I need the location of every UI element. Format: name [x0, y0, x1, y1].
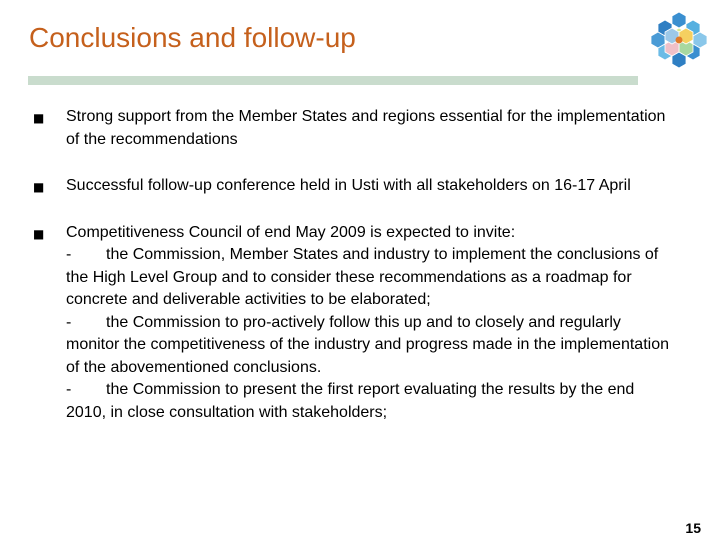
bullet-item [33, 222, 673, 425]
title-divider [28, 76, 638, 85]
bullet-list [33, 106, 673, 424]
sub-item-text: the Commission to present the first report evaluating the results by the end 2010, in close consultation with stakeholders; [66, 381, 635, 421]
square-bullet-icon: ■ [33, 111, 45, 125]
bullet-text: Strong support from the Member States and regions essential for the implementation of the recommendations [66, 108, 666, 148]
sub-item [66, 244, 673, 312]
bullet-item [33, 106, 673, 151]
page-number: 15 [685, 520, 701, 536]
bullet-text: Competitiveness Council of end May 2009 is expected to invite: [66, 223, 516, 241]
sub-item-text: the Commission to pro-actively follow this up and to closely and regularly monitor the competitiveness of the industry and progress made in the implementation of the abovementioned conclusions. [66, 313, 669, 376]
sub-item [66, 312, 673, 380]
slide-title: Conclusions and follow-up [29, 22, 356, 53]
dash-marker: - [66, 313, 72, 331]
square-bullet-icon: ■ [33, 180, 45, 194]
sub-item-text: the Commission, Member States and industry to implement the conclusions of the High Level Group and to consider these recommendations as a roadmap for concrete and deliverable activities to be elaborated; [66, 246, 659, 308]
square-bullet-icon: ■ [33, 226, 45, 241]
dash-marker: - [66, 381, 72, 398]
sub-item [66, 379, 673, 424]
bullet-item [33, 175, 673, 198]
hexagon-cluster-logo [648, 10, 710, 72]
bullet-text: Successful follow-up conference held in Usti with all stakeholders on 16-17 April [66, 177, 631, 194]
dash-marker: - [66, 246, 72, 263]
